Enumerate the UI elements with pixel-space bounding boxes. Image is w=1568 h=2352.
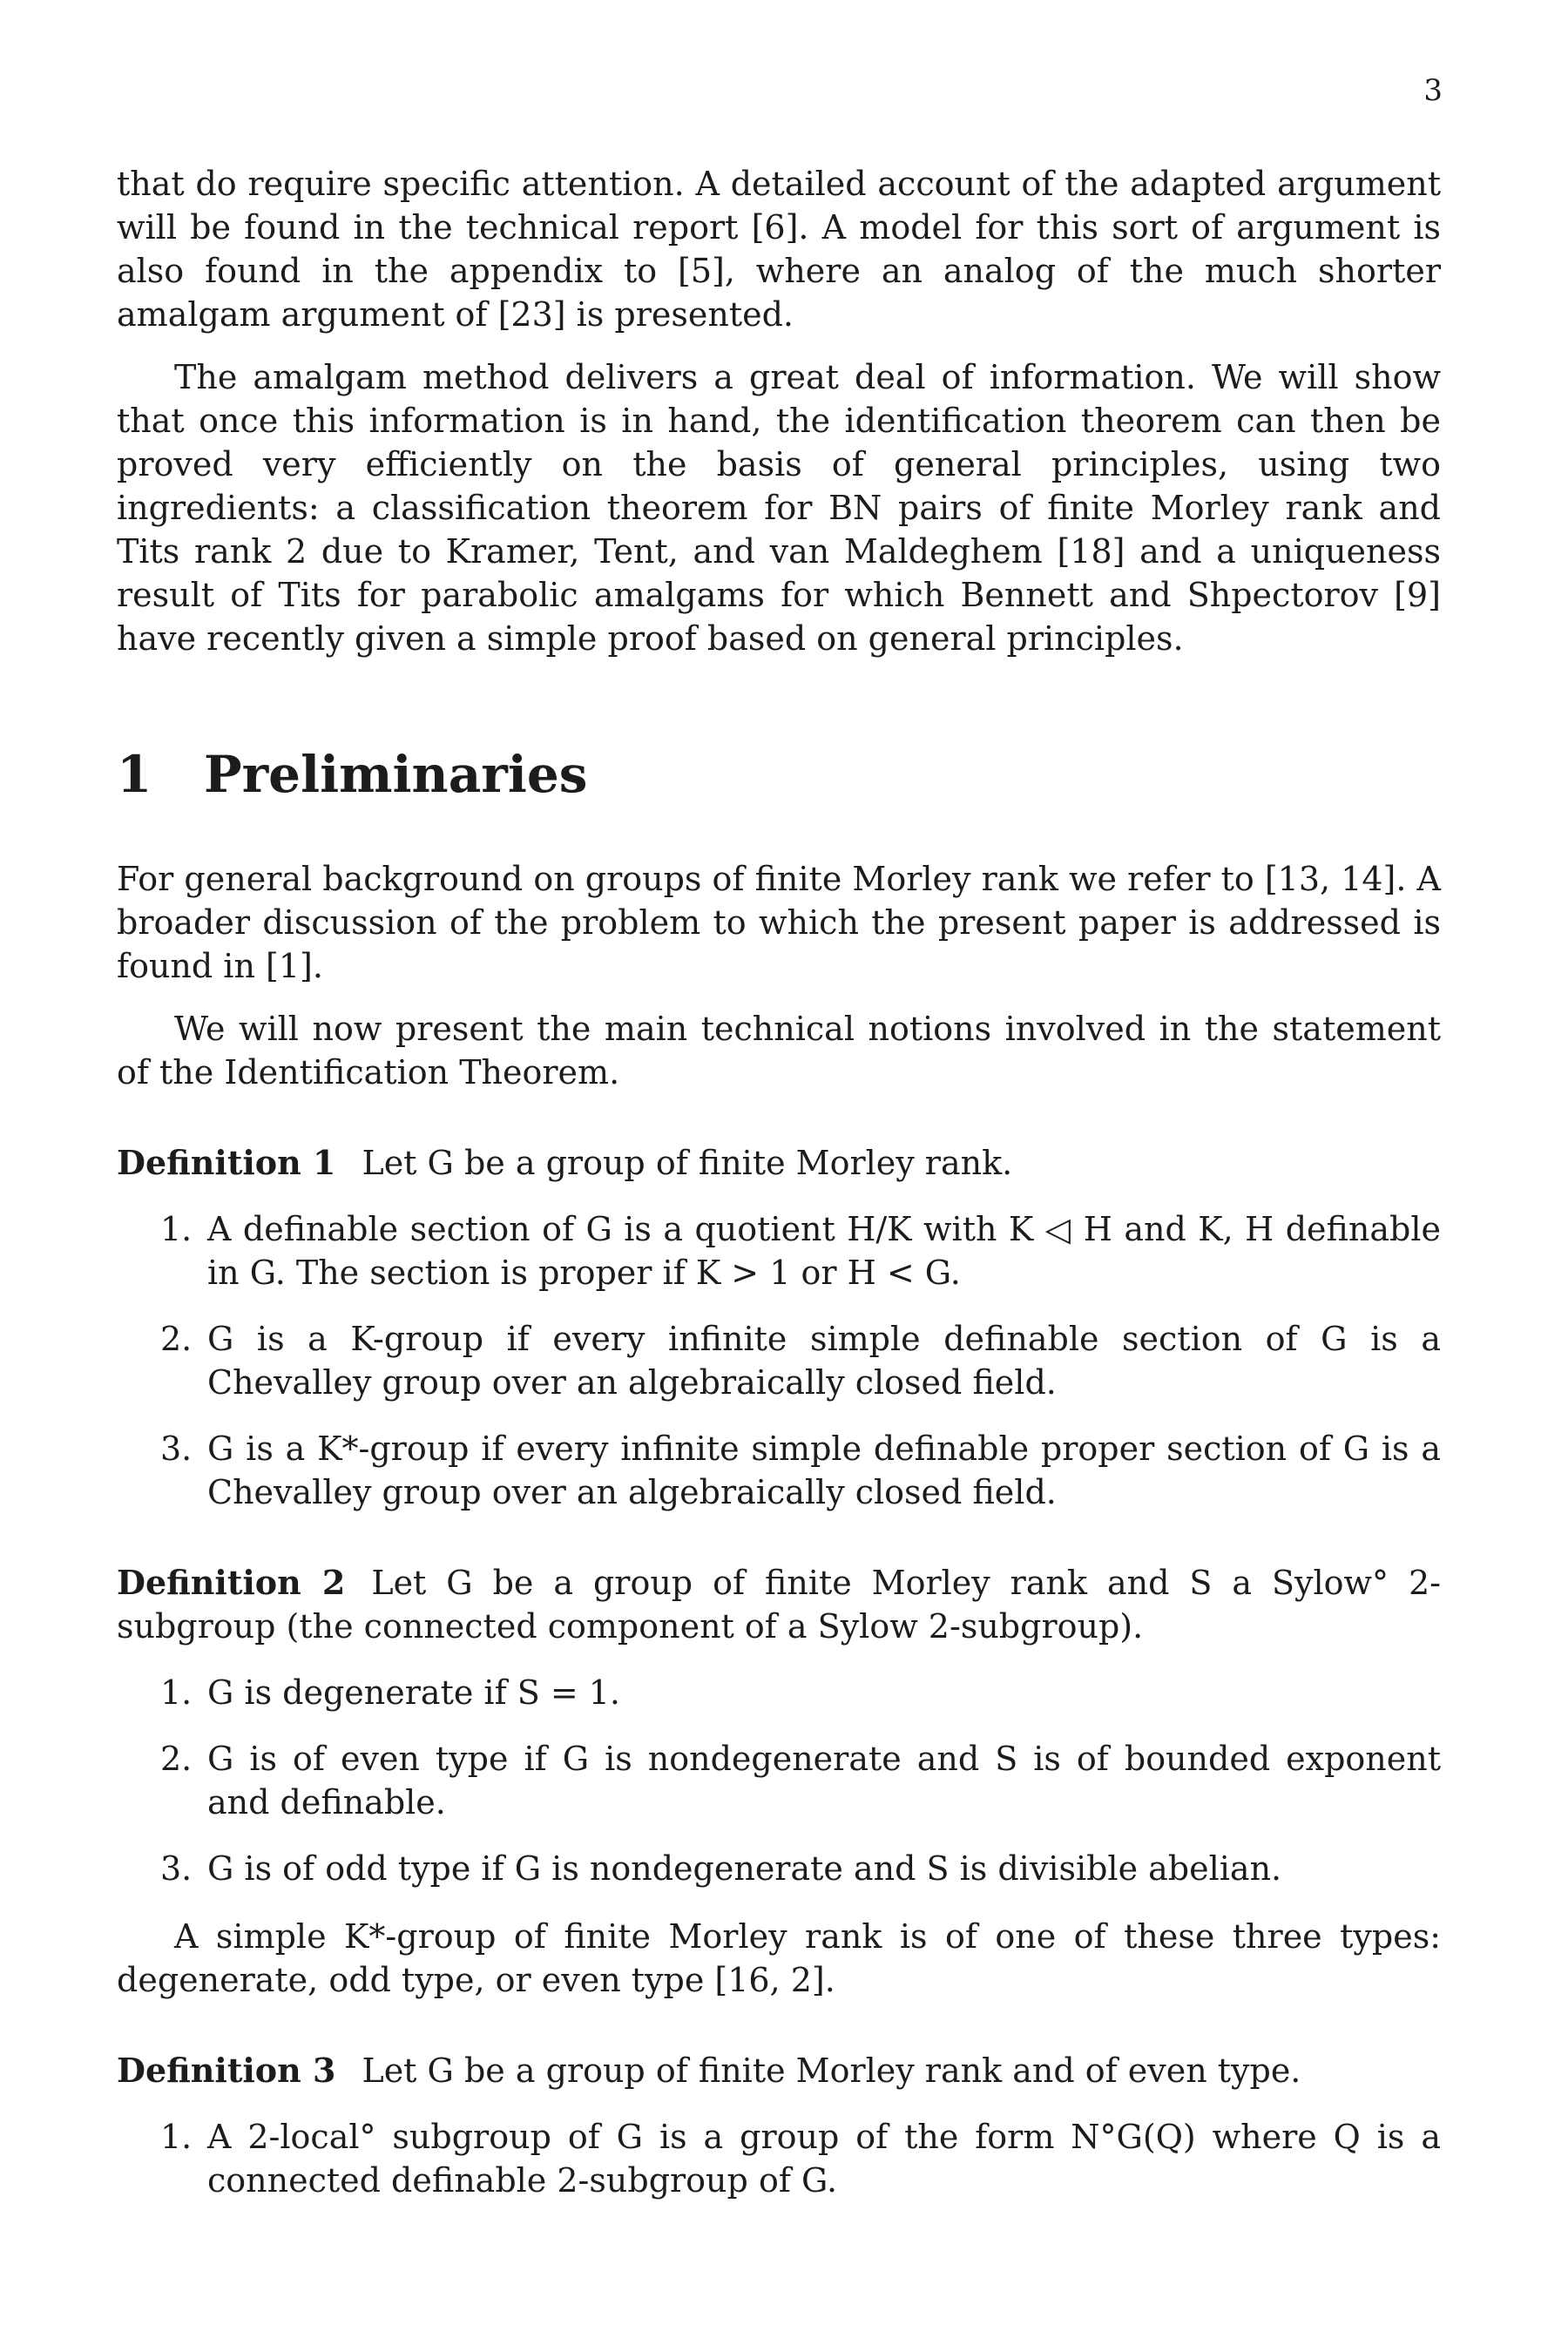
intro-paragraph-1: that do require specific attention. A detailed account of the adapted argument will be found in the technical report [6]. A model for this sort of argument is also found in the appendix to [5], where an analog of the much shorter amalgam argument of [23] is presented. [117, 165, 1441, 334]
definition-2 [117, 1561, 1441, 1648]
list-item: 1. A definable section of G is a quotient H/K with K ◁ H and K, H definable in G. The section is proper if K > 1 or H < G. [160, 1210, 1441, 1292]
list-item: 1. A 2-local° subgroup of G is a group of the form N°G(Q) where Q is a connected definable 2-subgroup of G. [160, 2118, 1441, 2200]
list-item-text: A 2-local° subgroup of G is a group of the form N°G(Q) where Q is a connected definable 2-subgroup of G. [207, 2118, 1441, 2200]
definition-1 [117, 1141, 1441, 1185]
list-item-text: G is of odd type if G is nondegenerate and S is divisible abelian. [207, 1849, 1282, 1888]
list-item: 3. G is of odd type if G is nondegenerate and S is divisible abelian. [160, 1849, 1282, 1888]
definition-1-text: Let G be a group of finite Morley rank. [362, 1144, 1013, 1182]
definition-2-text: Let G be a group of finite Morley rank and S a Sylow° 2-subgroup (the connected component of a Sylow 2-subgroup). [117, 1564, 1441, 1646]
list-item: 2. G is a K-group if every infinite simple definable section of G is a Chevalley group over an algebraically closed field. [160, 1320, 1441, 1402]
list-item-text: G is a K-group if every infinite simple definable section of G is a Chevalley group over an algebraically closed field. [207, 1320, 1441, 1402]
definition-3-text: Let G be a group of finite Morley rank and of even type. [362, 2051, 1301, 2090]
page-number: 3 [1423, 73, 1443, 108]
page-body [117, 162, 1441, 2202]
definition-1-label: Definition 1 [117, 1143, 336, 1182]
list-item-text: G is a K*-group if every infinite simple definable proper section of G is a Chevalley group over an algebraically closed field. [207, 1429, 1441, 1511]
section-title: Preliminaries [204, 745, 588, 804]
list-item-text: G is of even type if G is nondegenerate and S is of bounded exponent and definable. [207, 1740, 1441, 1821]
definition-2-remark: A simple K*-group of finite Morley rank is of one of these three types: degenerate, odd type, or even type [16, 2]. [117, 1917, 1441, 1999]
definition-2-label: Definition 2 [117, 1563, 346, 1602]
list-item: 2. G is of even type if G is nondegenerate and S is of bounded exponent and definable. [160, 1740, 1441, 1821]
prelim-paragraph-1: For general background on groups of finite Morley rank we refer to [13, 14]. A broader discussion of the problem to which the present paper is addressed is found in [1]. [117, 860, 1441, 985]
definition-1-list [117, 1207, 1441, 1514]
prelim-paragraph-2: We will now present the main technical notions involved in the statement of the Identification Theorem. [117, 1010, 1441, 1092]
definition-3 [117, 2049, 1441, 2092]
definition-3-label: Definition 3 [117, 2051, 336, 2090]
section-heading [117, 744, 1441, 805]
intro-paragraph-2: The amalgam method delivers a great deal of information. We will show that once this information is in hand, the identification theorem can then be proved very efficiently on the basis of general principles, using two ingredients: a classification theorem for BN pairs of finite Morley rank and Tits rank 2 due to Kramer, Tent, and van Maldeghem [18] and a uniqueness result of Tits for parabolic amalgams for which Bennett and Shpectorov [9] have recently given a simple proof based on general principles. [117, 358, 1441, 658]
list-item: 1. G is degenerate if S = 1. [160, 1673, 620, 1712]
list-item: 3. G is a K*-group if every infinite simple definable proper section of G is a Chevalley group over an algebraically closed field. [160, 1429, 1441, 1511]
list-item-text: A definable section of G is a quotient H/K with K ◁ H and K, H definable in G. The section is proper if K > 1 or H < G. [207, 1210, 1441, 1292]
section-number: 1 [117, 745, 152, 804]
list-item-text: G is degenerate if S = 1. [207, 1673, 620, 1712]
definition-2-list [117, 1671, 1441, 1890]
definition-3-list [117, 2115, 1441, 2202]
